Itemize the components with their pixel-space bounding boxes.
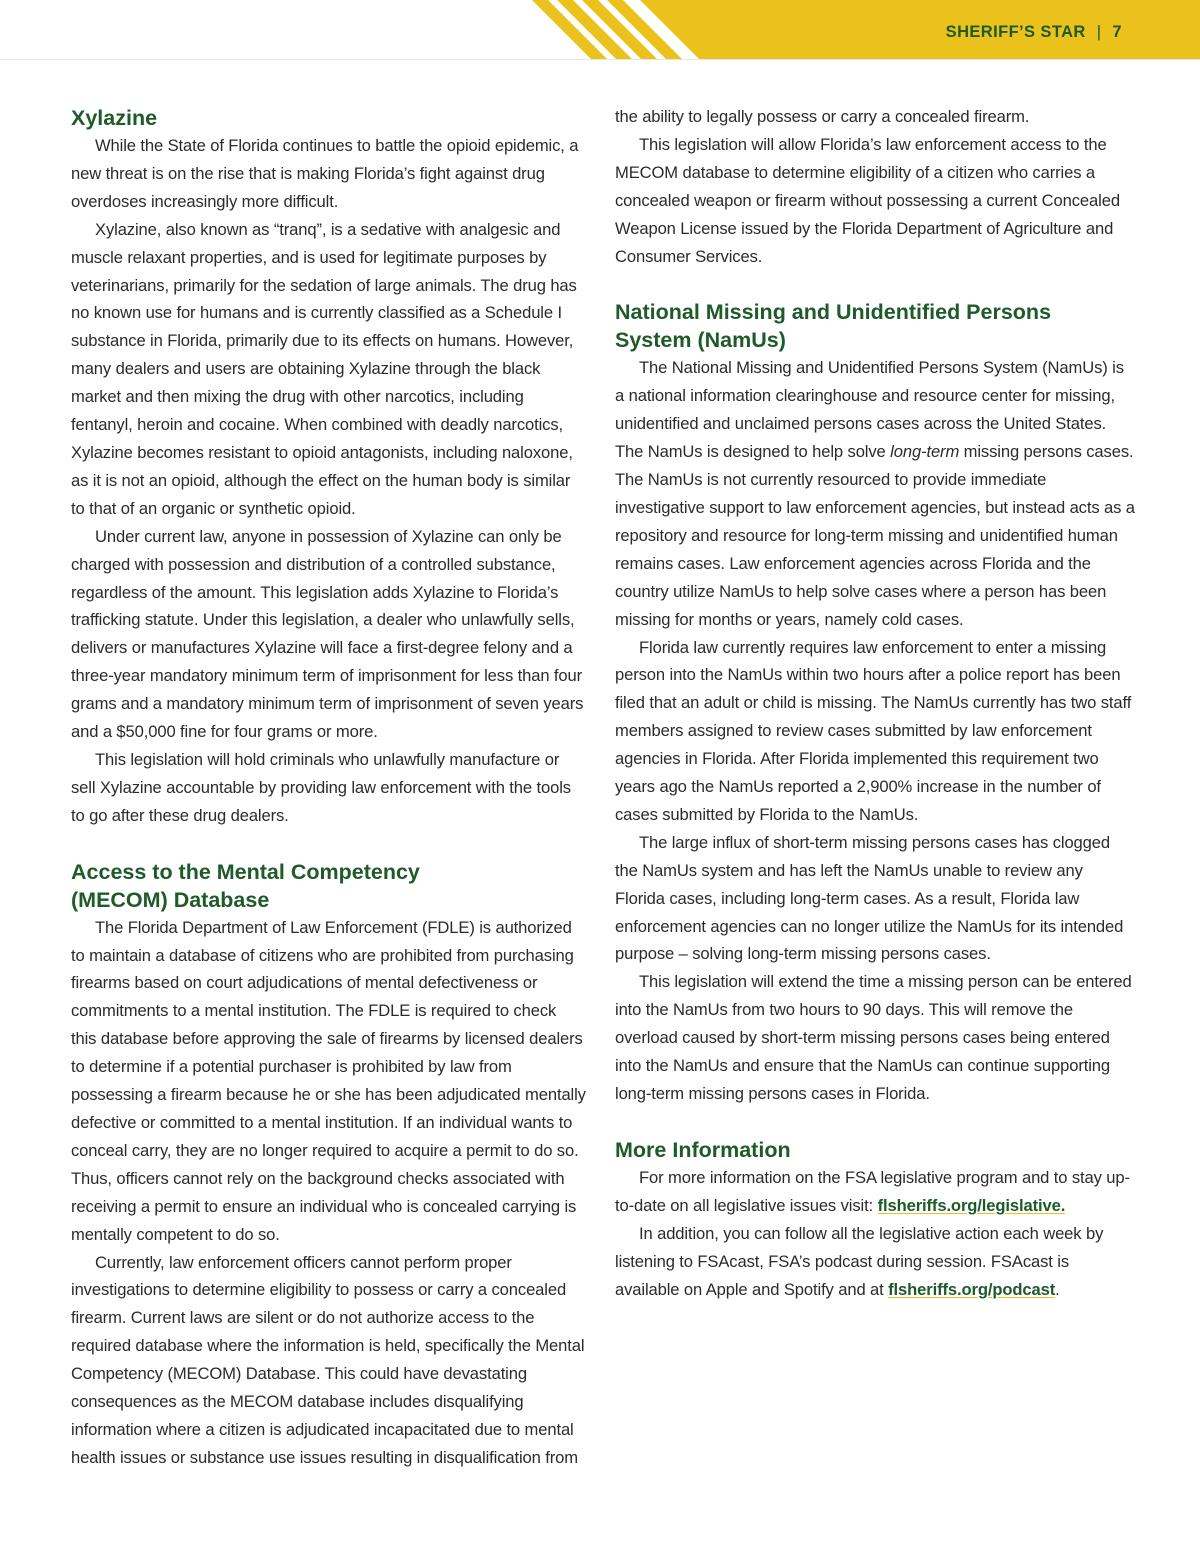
namus-p1-text-a: The National Missing and Unidentified Persons System (NamUs) is a national information clearinghouse and resource center for missing, unidentified and unclaimed persons cases across the United States. The NamUs is designed to help solve (615, 358, 1124, 462)
mecom-paragraph-1: The Florida Department of Law Enforcement (FDLE) is authorized to maintain a database of citizens who are prohibited from purchasing firearms based on court adjudications of mental defectiveness or commitments to a mental institution. The FDLE is required to check this database before approving the sale of firearms by licensed dealers to determine if a potential purchaser is prohibited by law from possessing a firearm because he or she has been adjudicated mentally defective or committed to a mental institution. If an individual wants to conceal carry, they are no longer required to acquire a permit to do so. Thus, officers cannot rely on the background checks associated with receiving a permit to ensure an individual who is concealed carrying is mentally competent to do so. (71, 917, 586, 1244)
mecom-heading-line-2: (MECOM) Database (71, 887, 270, 912)
more-info-paragraph-2 (615, 1220, 1135, 1304)
namus-paragraph-3: The large influx of short-term missing persons cases has clogged the NamUs system and has left the NamUs unable to review any Florida cases, including long-term cases. As a result, Florida law enforcement agencies can no longer utilize the NamUs for its intended purpose – solving long-term missing persons cases. (615, 832, 1124, 964)
more-info-p1-text: For more information on the FSA legislative program and to stay up-to-date on all legislative issues visit: (615, 1167, 1130, 1215)
right-column (615, 103, 1135, 1303)
page-number: 7 (1112, 22, 1122, 41)
left-column (71, 104, 586, 1472)
namus-paragraph-1 (615, 354, 1135, 633)
podcast-link[interactable]: flsheriffs.org/podcast (888, 1279, 1056, 1299)
xylazine-heading: Xylazine (71, 106, 158, 130)
mecom-paragraph-2: Currently, law enforcement officers cannot perform proper investigations to determine eligibility to possess or carry a concealed firearm. Current laws are silent or do not authorize access to the required database where the information is held, specifically the Mental Competency (MECOM) Database. This could have devastating consequences as the MECOM database includes disqualifying information where a citizen is adjudicated incapacitated due to mental health issues or substance use issues resulting in disqualification from (71, 1252, 585, 1467)
masthead (946, 20, 1122, 44)
namus-p1-text-b: missing persons cases. The NamUs is not currently resourced to provide immediate investigative support to law enforcement agencies, but instead acts as a repository and resource for long-term missing and unidentified human remains cases. Law enforcement agencies across Florida and the country utilize NamUs to help solve cases where a person has been missing for months or years, namely cold cases. (615, 442, 1135, 629)
mecom-heading (71, 858, 586, 914)
xylazine-paragraph-3: Under current law, anyone in possession of Xylazine can only be charged with possession and distribution of a controlled substance, regardless of the amount. This legislation adds Xylazine to Florida’s trafficking statute. Under this legislation, a dealer who unlawfully sells, delivers or manufactures Xylazine will face a first-degree felony and a three-year mandatory minimum term of imprisonment for less than four grams and a mandatory minimum term of imprisonment of seven years and a $50,000 fine for four grams or more. (71, 526, 584, 742)
namus-heading-line-2: System (NamUs) (615, 328, 786, 353)
xylazine-paragraph-4: This legislation will hold criminals who unlawfully manufacture or sell Xylazine accountable by providing law enforcement with the tools to go after these drug dealers. (71, 749, 571, 825)
more-info-p2-text: In addition, you can follow all the legislative action each week by listening to FSAcast, FSA’s podcast during session. FSAcast is available on Apple and Spotify and at (615, 1223, 1104, 1299)
namus-p1-emphasis: long-term (890, 442, 960, 462)
xylazine-paragraph-2: Xylazine, also known as “tranq”, is a sedative with analgesic and muscle relaxant properties, and is used for legitimate purposes by veterinarians, primarily for the sedation of large animals. The drug has no known use for humans and is currently classified as a Schedule I substance in Florida, primarily due to its effects on humans. However, many dealers and users are obtaining Xylazine through the black market and then mixing the drug with other narcotics, including fentanyl, heroin and cocaine. When combined with deadly narcotics, Xylazine becomes resistant to opioid antagonists, including naloxone, as it is not an opioid, although the effect on the human body is similar to that of an organic or synthetic opioid. (71, 219, 577, 518)
more-info-p2-end: . (1055, 1279, 1060, 1299)
header-band (0, 0, 1200, 60)
mecom-heading-line-1: Access to the Mental Competency (71, 859, 420, 884)
more-info-paragraph-1 (615, 1164, 1135, 1220)
namus-heading-line-1: National Missing and Unidentified Persons (615, 300, 1052, 325)
more-information-heading: More Information (615, 1137, 791, 1162)
mecom-continued-paragraph: the ability to legally possess or carry a concealed firearm. (615, 107, 1030, 126)
mecom-paragraph-3: This legislation will allow Florida’s law enforcement access to the MECOM database to determine eligibility of a citizen who carries a concealed weapon or firearm without possessing a current Concealed Weapon License issued by the Florida Department of Agriculture and Consumer Services. (615, 134, 1120, 266)
namus-paragraph-2: Florida law currently requires law enforcement to enter a missing person into the NamUs within two hours after a police report has been filed that an adult or child is missing. The NamUs currently has two staff members assigned to review cases submitted by law enforcement agencies in Florida. After Florida implemented this requirement two years ago the NamUs reported a 2,900% increase in the number of cases submitted by Florida to the NamUs. (615, 637, 1132, 824)
namus-heading (615, 298, 1135, 354)
namus-paragraph-4: This legislation will extend the time a missing person can be entered into the NamUs from two hours to 90 days. This will remove the overload caused by short-term missing persons cases being entered into the NamUs and ensure that the NamUs can continue supporting long-term missing persons cases in Florida. (615, 972, 1132, 1103)
legislative-link[interactable]: flsheriffs.org/legislative. (877, 1195, 1066, 1215)
publication-title: SHERIFF’S STAR (945, 22, 1086, 41)
masthead-separator: | (1096, 22, 1102, 41)
xylazine-paragraph-1: While the State of Florida continues to battle the opioid epidemic, a new threat is on the rise that is making Florida’s fight against drug overdoses increasingly more difficult. (71, 136, 579, 211)
